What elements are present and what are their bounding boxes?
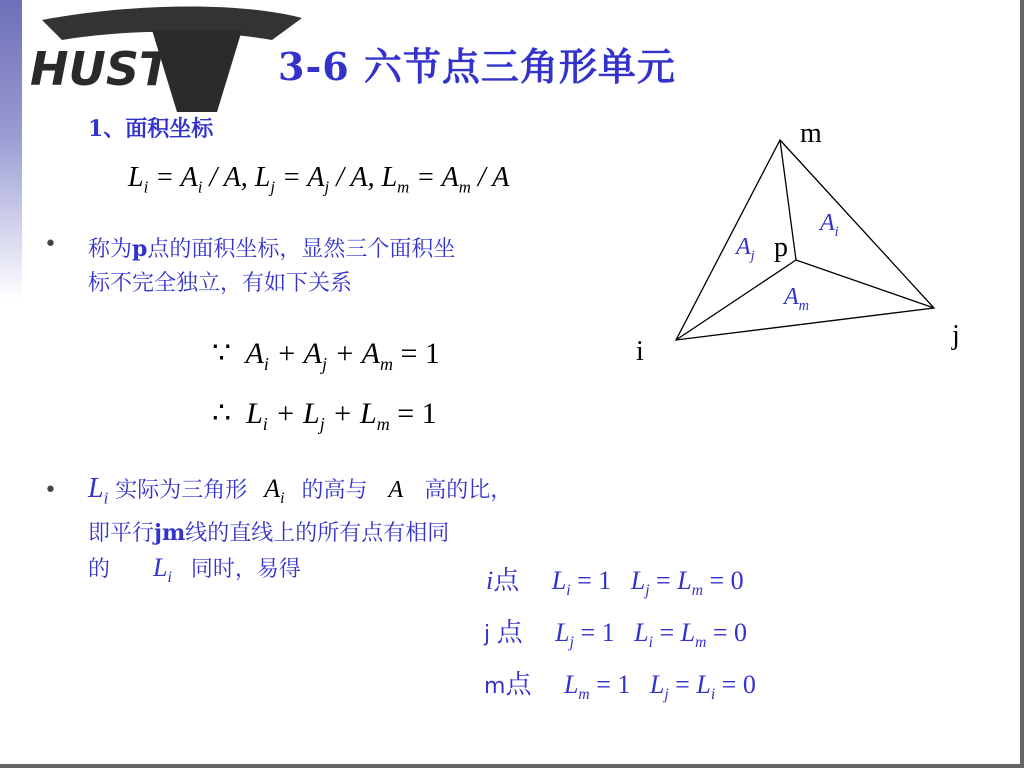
text: 的	[88, 557, 111, 583]
text-p: p	[132, 236, 148, 262]
text: 的高与	[301, 478, 368, 503]
bullet-dot: •	[44, 232, 57, 257]
text: 实际为三角形	[115, 478, 248, 503]
definition-formula: $L_i = A_i / A$, $L_j = A_j / A$, $L_m = A_m / A$	[128, 162, 510, 197]
page-title: 3-6 六节点三角形单元	[278, 44, 676, 89]
vertex-m-label: m	[800, 118, 822, 149]
text: 同时，易得	[190, 557, 301, 583]
triangle-diagram	[660, 120, 960, 360]
condition-node-j: j 点 $L_j = 1$ $L_i = L_m = 0$	[484, 618, 748, 652]
vertex-j-label: j	[952, 320, 960, 351]
vertex-i-label: i	[636, 336, 644, 367]
node-suffix: 点	[490, 618, 523, 647]
text: 称为	[88, 237, 133, 262]
area-am-label: $A_m$	[784, 284, 810, 314]
text-jm: jm	[154, 520, 186, 547]
text: 标不完全独立，有如下关系	[88, 271, 353, 296]
relation-area: ∵ $A_i + A_j + A_m = 1$	[212, 337, 440, 374]
condition-node-m: m点 $L_m = 1$ $L_j = L_i = 0$	[484, 670, 756, 704]
node-label: i	[486, 566, 494, 595]
text: 线的直线上的所有点有相同	[185, 521, 450, 547]
slide-shadow-bottom	[0, 764, 1024, 768]
logo-text: HUST	[30, 42, 171, 96]
area-aj-label: $A_j$	[736, 234, 755, 264]
section-heading: 1、面积坐标	[88, 116, 214, 142]
relation-coords: ∴ $L_i + L_j + L_m = 1$	[212, 397, 437, 434]
text: 高的比，	[424, 478, 513, 503]
edge-p-j	[796, 260, 934, 308]
area-ai-label: $A_i$	[820, 210, 839, 240]
node-suffix: 点	[505, 670, 532, 699]
point-p-label: p	[774, 232, 788, 263]
text: 即平行	[88, 521, 155, 547]
slide-shadow-right	[1020, 0, 1024, 768]
node-label: m	[484, 674, 506, 699]
hust-logo	[2, 0, 312, 120]
bullet-dot: •	[44, 478, 57, 503]
text: 点的面积坐标，显然三个面积坐	[147, 237, 456, 262]
bullet-ratio: $L_i$ 实际为三角形 $A_i$ 的高与 A 高的比， 即平行jm线的直线上的所有点有相同 的 $L_i$ 同时，易得	[88, 473, 513, 587]
bullet-area-coords	[88, 232, 455, 301]
condition-node-i: i点 $L_i = 1$ $L_j = L_m = 0$	[486, 566, 744, 600]
node-suffix: 点	[493, 566, 520, 595]
node-label: j	[484, 622, 491, 647]
